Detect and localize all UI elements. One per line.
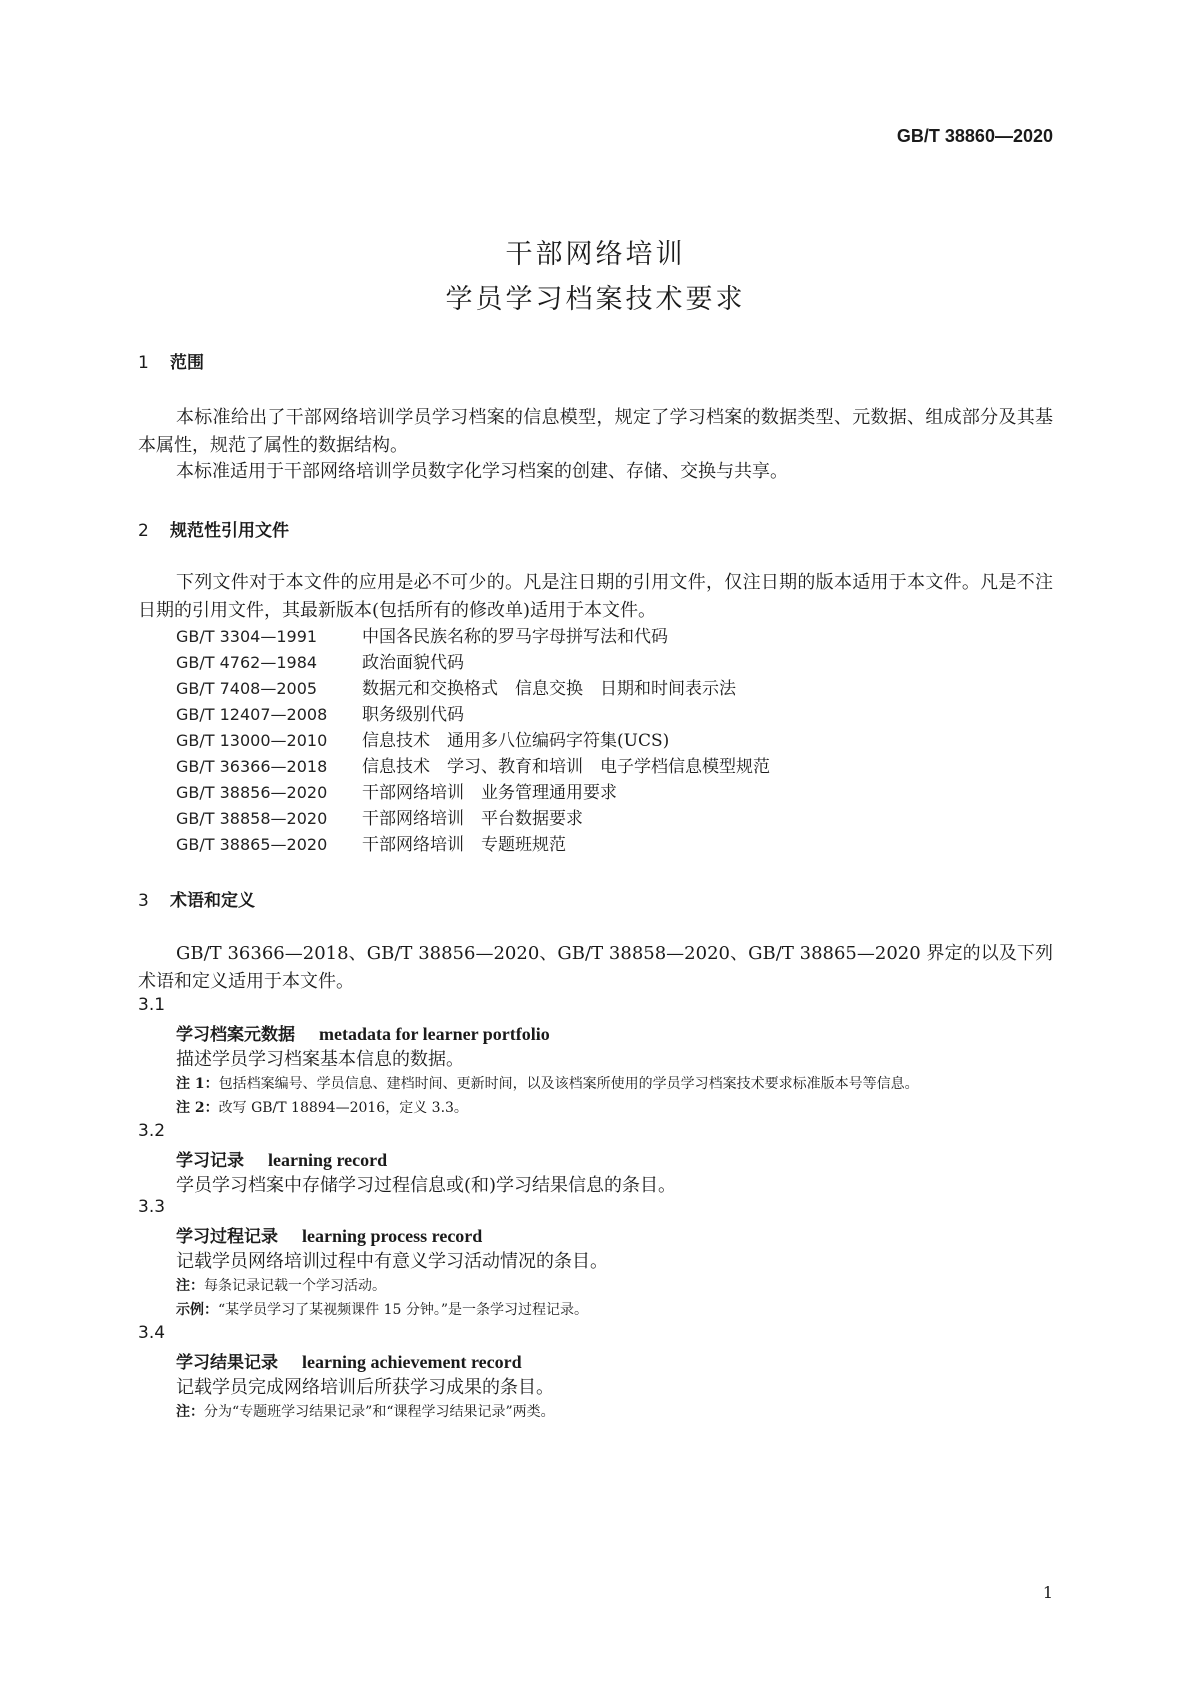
clause-number: 3.4 [138, 1323, 166, 1343]
section-title: 规范性引用文件 [170, 521, 289, 541]
term-definition: 学员学习档案中存储学习过程信息或(和)学习结果信息的条目。 [176, 1175, 677, 1196]
note-label: 注： [176, 1404, 204, 1420]
term-en: metadata for learner portfolio [319, 1024, 550, 1044]
note-text: 改写 GB/T 18894—2016，定义 3.3。 [218, 1100, 468, 1116]
section-heading-normative [138, 516, 289, 541]
term-zh: 学习过程记录 [176, 1227, 278, 1247]
reference-item [176, 648, 464, 673]
normative-intro: 下列文件对于本文件的应用是必不可少的。凡是注日期的引用文件，仅注日期的版本适用于本文件。凡是不注日期的引用文件，其最新版本(包括所有的修改单)适用于本文件。 [138, 572, 1053, 621]
section-number: 1 [138, 353, 149, 373]
note-text: 包括档案编号、学员信息、建档时间、更新时间，以及该档案所使用的学员学习档案技术要求标准版本号等信息。 [218, 1076, 919, 1092]
note-label: 注： [176, 1278, 204, 1294]
clause-number: 3.2 [138, 1121, 166, 1141]
note-label: 注 1： [176, 1076, 219, 1092]
document-title-line1: 干部网络培训 [505, 239, 686, 270]
reference-code: GB/T 7408—2005 [176, 679, 318, 698]
clause-number: 3.3 [138, 1197, 166, 1217]
reference-title: 政治面貌代码 [362, 653, 464, 673]
term-zh: 学习记录 [176, 1151, 244, 1171]
terms-intro: GB/T 36366—2018、GB/T 38856—2020、GB/T 38858—2020、GB/T 38865—2020 界定的以及下列术语和定义适用于本文件。 [138, 943, 1053, 992]
term-note [176, 1097, 468, 1117]
scope-paragraph-2: 本标准适用于干部网络培训学员数字化学习档案的创建、存储、交换与共享。 [176, 461, 788, 482]
reference-code: GB/T 3304—1991 [176, 627, 318, 646]
reference-title: 干部网络培训 专题班规范 [362, 835, 566, 855]
section-title: 术语和定义 [170, 891, 255, 911]
reference-title: 干部网络培训 业务管理通用要求 [362, 783, 617, 803]
term-zh: 学习档案元数据 [176, 1025, 295, 1045]
example-label: 示例： [176, 1302, 218, 1318]
reference-code: GB/T 38865—2020 [176, 835, 328, 854]
reference-item [176, 700, 464, 725]
reference-title: 信息技术 学习、教育和培训 电子学档信息模型规范 [362, 757, 770, 777]
reference-title: 干部网络培训 平台数据要求 [362, 809, 583, 829]
note-label: 注 2： [176, 1100, 219, 1116]
reference-title: 中国各民族名称的罗马字母拼写法和代码 [362, 627, 668, 647]
section-number: 3 [138, 891, 149, 911]
term-heading [176, 1146, 387, 1171]
reference-title: 信息技术 通用多八位编码字符集(UCS) [362, 731, 670, 751]
document-title-line2: 学员学习档案技术要求 [445, 284, 746, 315]
reference-code: GB/T 36366—2018 [176, 757, 328, 776]
term-zh: 学习结果记录 [176, 1353, 278, 1373]
example-text: “某学员学习了某视频课件 15 分钟。”是一条学习过程记录。 [218, 1302, 589, 1318]
term-note [176, 1275, 386, 1295]
term-en: learning achievement record [302, 1352, 522, 1372]
reference-title: 数据元和交换格式 信息交换 日期和时间表示法 [362, 679, 736, 699]
note-text: 分为“专题班学习结果记录”和“课程学习结果记录”两类。 [204, 1404, 555, 1420]
term-note [176, 1073, 919, 1093]
reference-code: GB/T 38858—2020 [176, 809, 328, 828]
reference-item [176, 830, 566, 855]
term-en: learning record [268, 1150, 388, 1170]
term-heading [176, 1020, 550, 1045]
term-heading [176, 1348, 522, 1373]
section-heading-terms [138, 886, 255, 911]
reference-title: 职务级别代码 [362, 705, 464, 725]
reference-code: GB/T 12407—2008 [176, 705, 328, 724]
section-number: 2 [138, 521, 149, 541]
reference-item [176, 674, 736, 699]
term-note [176, 1401, 555, 1421]
reference-item [176, 804, 583, 829]
section-heading-scope [138, 348, 204, 373]
reference-code: GB/T 38856—2020 [176, 783, 328, 802]
term-definition: 描述学员学习档案基本信息的数据。 [176, 1049, 464, 1070]
term-definition: 记载学员完成网络培训后所获学习成果的条目。 [176, 1377, 554, 1398]
reference-item [176, 726, 669, 751]
note-text: 每条记录记载一个学习活动。 [204, 1278, 386, 1294]
term-definition: 记载学员网络培训过程中有意义学习活动情况的条目。 [176, 1251, 608, 1272]
section-title: 范围 [170, 353, 204, 373]
reference-code: GB/T 13000—2010 [176, 731, 328, 750]
reference-item [176, 778, 617, 803]
reference-item [176, 752, 770, 777]
clause-number: 3.1 [138, 995, 166, 1015]
page-number: 1 [1042, 1583, 1053, 1602]
reference-item [176, 622, 668, 647]
reference-code: GB/T 4762—1984 [176, 653, 318, 672]
scope-paragraph-1: 本标准给出了干部网络培训学员学习档案的信息模型，规定了学习档案的数据类型、元数据、组成部分及其基本属性，规范了属性的数据结构。 [138, 407, 1053, 456]
term-en: learning process record [302, 1226, 483, 1246]
term-example [176, 1299, 588, 1319]
term-heading [176, 1222, 482, 1247]
standard-code: GB/T 38860—2020 [896, 126, 1053, 146]
